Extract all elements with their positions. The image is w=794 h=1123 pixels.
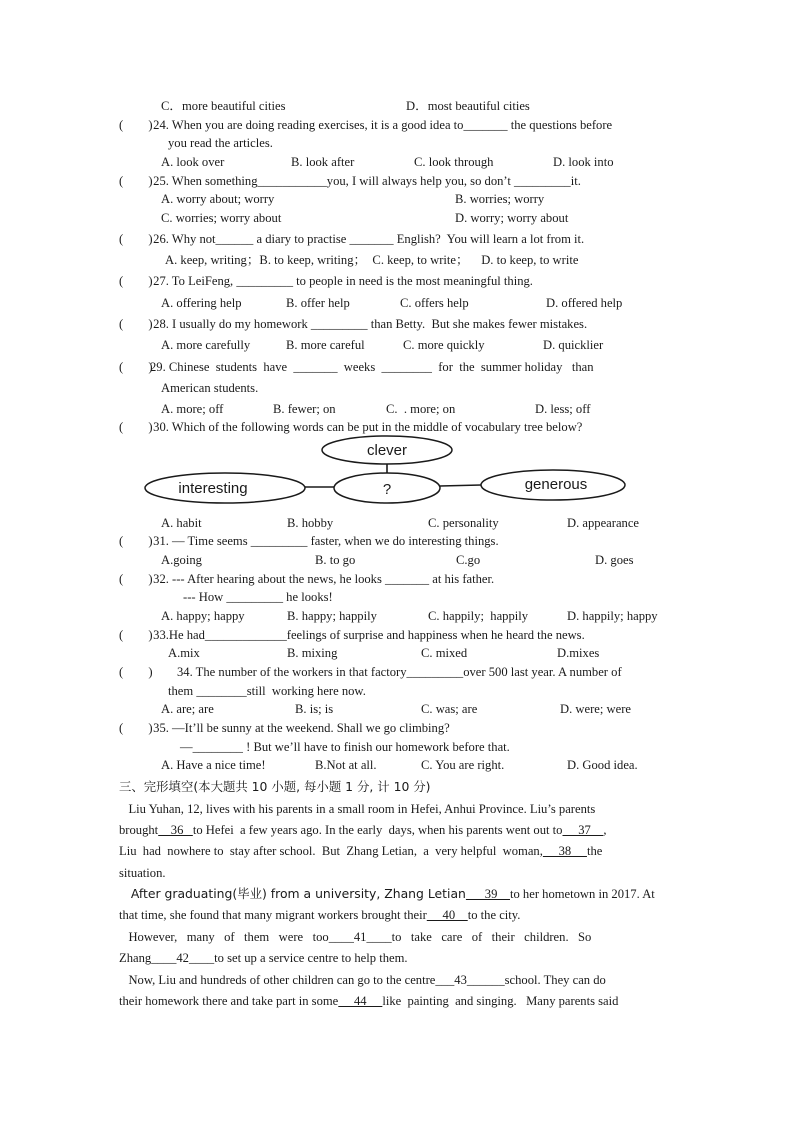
cloze-paragraph-2-line-2 (119, 907, 520, 923)
q33-option-c: C. mixed (421, 646, 468, 660)
q24-option-d: D. look into (553, 155, 614, 169)
q24-answer-paren: ( ) (119, 118, 153, 132)
q33-option-a: A.mix (168, 646, 200, 660)
q30-answer-paren: ( ) (119, 420, 153, 434)
section-3-heading: 三、完形填空(本大题共 10 小题, 每小题 1 分, 计 10 分) (119, 779, 431, 794)
q33-answer-paren: ( ) (119, 628, 153, 642)
q28-option-d: D. quicklier (543, 338, 604, 352)
text-segment: to Hefei a few years ago. In the early days, when his parents went out to (192, 823, 563, 837)
cloze-blank-43: ___43______ (435, 973, 505, 987)
q29-answer-paren: ( ) (119, 360, 153, 374)
q34-option-a: A. are; are (161, 702, 214, 716)
q29-option-c: C. . more; on (386, 402, 456, 416)
q24-stem-line1: 24. When you are doing reading exercises, it is a good idea to_______ the questions before (150, 118, 613, 132)
q32-answer-paren: ( ) (119, 572, 153, 586)
q34-stem-line2: them ________still working here now. (168, 684, 366, 698)
q23-option-c: C．more beautiful cities (161, 99, 286, 113)
text-segment: After graduating(毕业) from a university, Zhang Letian (119, 886, 466, 901)
text-segment: to set up a service centre to help them. (214, 951, 408, 965)
q31-stem: 31. — Time seems _________ faster, when we do interesting things. (150, 534, 499, 548)
q24-stem-line2: you read the articles. (168, 136, 273, 150)
text-segment: to her hometown in 2017. At (509, 887, 655, 901)
text-segment: to the city. (467, 908, 521, 922)
cloze-blank-39: 39 (465, 887, 510, 901)
cloze-blank-44: 44 (338, 994, 383, 1008)
cloze-paragraph-3-line-1 (119, 929, 591, 945)
tree-branch-right (440, 485, 481, 486)
q25-answer-paren: ( ) (119, 174, 153, 188)
q28-option-a: A. more carefully (161, 338, 251, 352)
q32-stem-line1: 32. --- After hearing about the news, he looks _______ at his father. (150, 572, 495, 586)
q24-option-a: A. look over (161, 155, 225, 169)
text-segment: that time, she found that many migrant workers brought their (119, 908, 427, 922)
q30-option-d: D. appearance (567, 516, 640, 530)
q35-stem-line1: 35. —It’ll be sunny at the weekend. Shall we go climbing? (150, 721, 450, 735)
q34-answer-paren: ( ) (119, 665, 153, 679)
cloze-blank-36: 36 (158, 823, 193, 837)
q27-option-d: D. offered help (546, 296, 623, 310)
cloze-paragraph-1-line-1: Liu Yuhan, 12, lives with his parents in a small room in Hefei, Anhui Province. Liu’s parents (119, 802, 596, 816)
q31-option-c: C.go (456, 553, 481, 567)
cloze-paragraph-4-line-2 (119, 993, 618, 1009)
q34-option-b: B. is; is (295, 702, 334, 716)
q24-option-b: B. look after (291, 155, 355, 169)
q33-option-b: B. mixing (287, 646, 338, 660)
q35-option-c: C. You are right. (421, 758, 505, 772)
text-segment: However, many of them were too (119, 930, 329, 944)
text-segment: Liu had nowhere to stay after school. But Zhang Letian, a very helpful woman, (119, 844, 543, 858)
tree-node-right: generous (524, 476, 588, 493)
q32-option-c: C. happily; happily (428, 609, 529, 623)
cloze-blank-38: 38 (542, 844, 587, 858)
q35-option-b: B.Not at all. (315, 758, 377, 772)
q29-option-b: B. fewer; on (273, 402, 336, 416)
tree-node-left: interesting (178, 480, 248, 497)
cloze-blank-41: ____41____ (328, 930, 392, 944)
q30-stem: 30. Which of the following words can be put in the middle of vocabulary tree below? (150, 420, 583, 434)
q27-answer-paren: ( ) (119, 274, 153, 288)
vocabulary-tree-diagram (0, 430, 794, 520)
text-segment: Now, Liu and hundreds of other children can go to the centre (119, 973, 436, 987)
cloze-paragraph-1-line-3 (119, 843, 602, 859)
q24-option-c: C. look through (414, 155, 494, 169)
q29-stem-line1: 29. Chinese students have _______ weeks ________ for the summer holiday than (150, 360, 594, 374)
q25-option-b: B. worries; worry (455, 192, 545, 206)
text-segment: their homework there and take part in some (119, 994, 339, 1008)
q28-stem: 28. I usually do my homework _________ than Betty. But she makes fewer mistakes. (150, 317, 588, 331)
q25-option-a: A. worry about; worry (161, 192, 275, 206)
q31-option-b: B. to go (315, 553, 356, 567)
q27-option-a: A. offering help (161, 296, 242, 310)
cloze-paragraph-2-line-1 (119, 886, 655, 902)
text-segment: to take care of their children. So (391, 930, 592, 944)
text-segment: Zhang (119, 951, 152, 965)
q28-answer-paren: ( ) (119, 317, 153, 331)
q29-option-a: A. more; off (161, 402, 224, 416)
q26-stem: 26. Why not______ a diary to practise _______ English? You will learn a lot from it. (150, 232, 585, 246)
q34-option-d: D. were; were (560, 702, 631, 716)
q25-option-d: D. worry; worry about (455, 211, 569, 225)
q32-option-b: B. happy; happily (287, 609, 377, 623)
q26-options: A. keep, writing；B. to keep, writing； C. keep, to write； D. to keep, to write (165, 253, 579, 267)
q35-option-d: D. Good idea. (567, 758, 638, 772)
q27-option-b: B. offer help (286, 296, 350, 310)
q33-option-d: D.mixes (557, 646, 600, 660)
q31-answer-paren: ( ) (119, 534, 153, 548)
q25-stem: 25. When something___________you, I will always help you, so don’t _________it. (150, 174, 581, 188)
q32-stem-line2: --- How _________ he looks! (183, 590, 333, 604)
q34-stem-line1: 34. The number of the workers in that factory_________over 500 last year. A number of (177, 665, 622, 679)
q23-option-d: D．most beautiful cities (406, 99, 530, 113)
q32-option-a: A. happy; happy (161, 609, 245, 623)
text-segment: brought (119, 823, 159, 837)
q32-option-d: D. happily; happy (567, 609, 658, 623)
q27-stem: 27. To LeiFeng, _________ to people in need is the most meaningful thing. (150, 274, 533, 288)
text-segment: school. They can do (504, 973, 606, 987)
q34-option-c: C. was; are (421, 702, 478, 716)
tree-node-center: ? (382, 481, 392, 498)
text-segment: , (603, 823, 607, 837)
q33-stem: 33.He had_____________feelings of surprise and happiness when he heard the news. (150, 628, 585, 642)
cloze-paragraph-3-line-2 (119, 950, 408, 966)
cloze-paragraph-1-line-2 (119, 822, 607, 838)
q30-option-c: C. personality (428, 516, 499, 530)
q30-option-a: A. habit (161, 516, 202, 530)
q28-option-c: C. more quickly (403, 338, 485, 352)
text-segment: the (586, 844, 603, 858)
q31-option-a: A.going (161, 553, 202, 567)
text-segment: like painting and singing. Many parents said (382, 994, 619, 1008)
tree-node-top: clever (366, 442, 408, 459)
cloze-blank-42: ____42____ (151, 951, 215, 965)
q29-stem-line2: American students. (161, 381, 259, 395)
q30-option-b: B. hobby (287, 516, 334, 530)
q28-option-b: B. more careful (286, 338, 365, 352)
cloze-paragraph-4-line-1 (119, 972, 606, 988)
cloze-paragraph-1-line-4: situation. (119, 866, 166, 880)
cloze-blank-37: 37 (562, 823, 604, 837)
q35-option-a: A. Have a nice time! (161, 758, 266, 772)
q31-option-d: D. goes (595, 553, 634, 567)
q27-option-c: C. offers help (400, 296, 469, 310)
q26-answer-paren: ( ) (119, 232, 153, 246)
q35-stem-line2: —________ ! But we’ll have to finish our homework before that. (180, 740, 510, 754)
cloze-blank-40: 40 (426, 908, 468, 922)
q29-option-d: D. less; off (535, 402, 591, 416)
q35-answer-paren: ( ) (119, 721, 153, 735)
q25-option-c: C. worries; worry about (161, 211, 282, 225)
